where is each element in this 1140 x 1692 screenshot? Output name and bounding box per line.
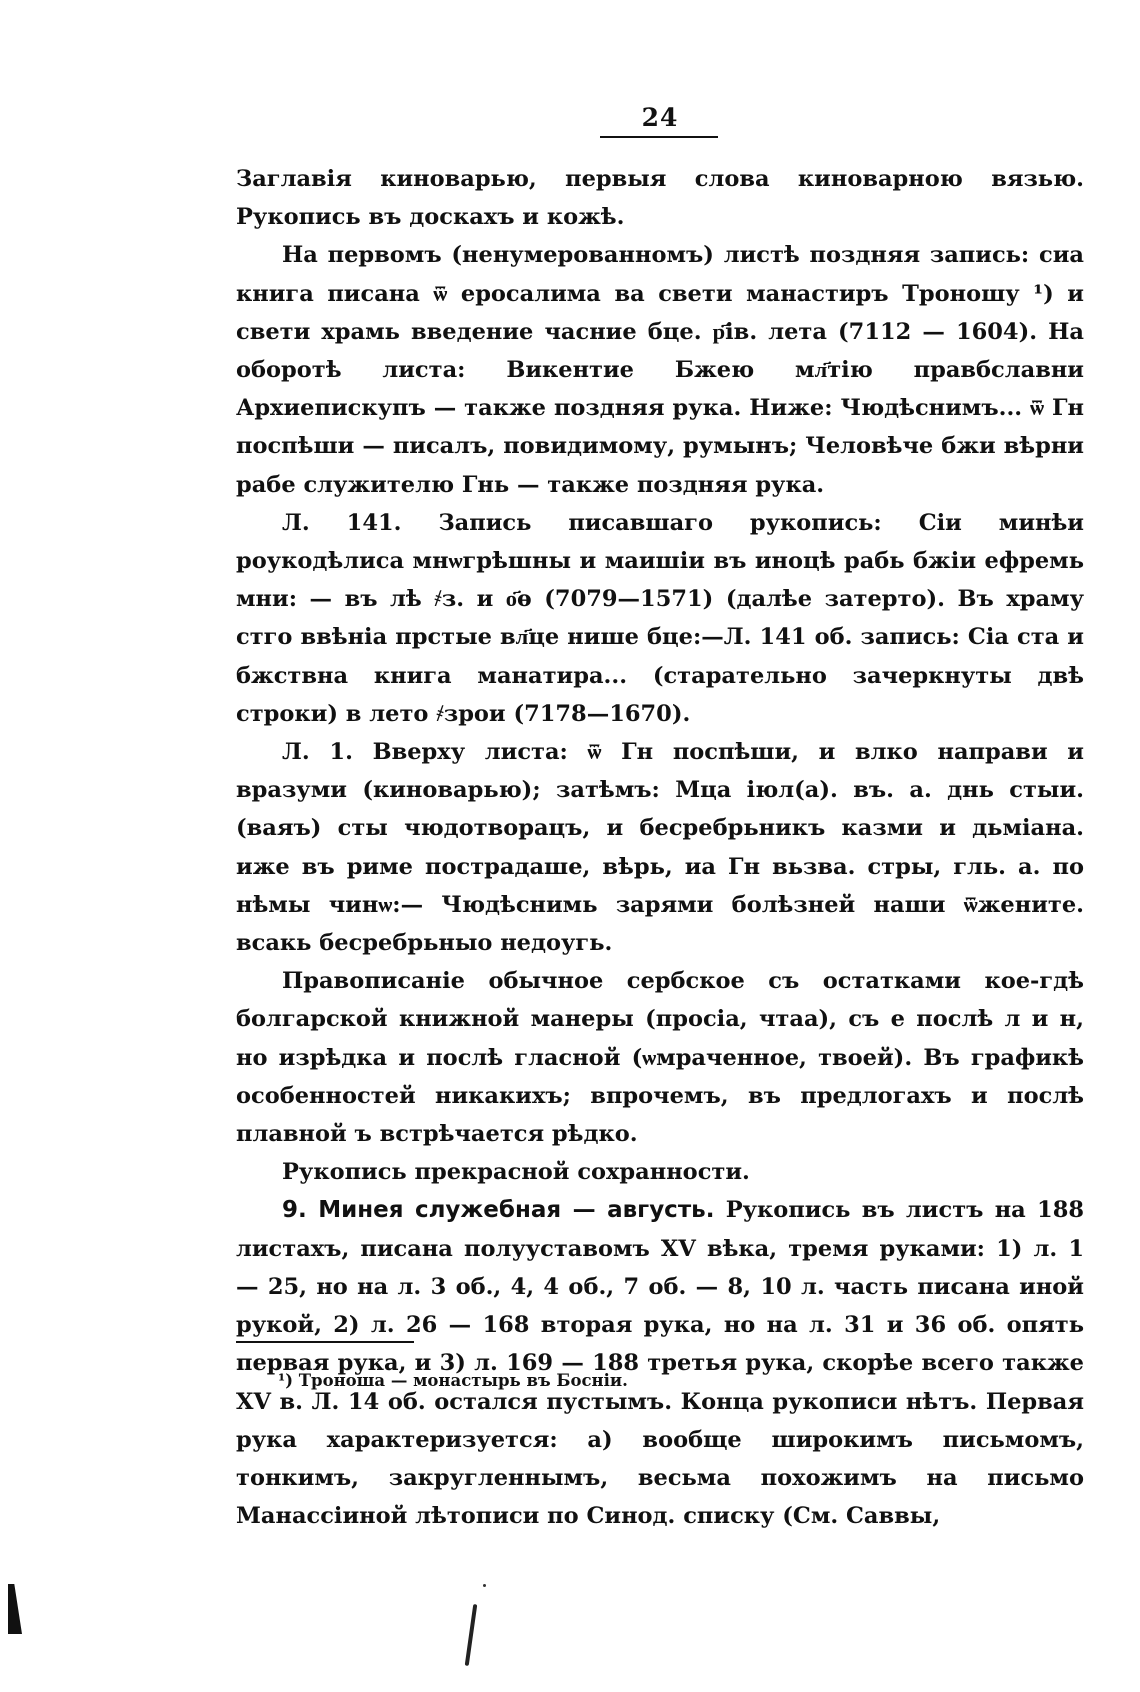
scan-artifact-dot — [483, 1584, 486, 1587]
entry-text: Рукопись въ листъ на 188 листахъ, писана полууставомъ XV вѣка, тремя руками: 1) л. 1 — 25, но на л. 3 об., 4, 4 об., 7 об. — 8, 10 л. часть писана иной рукой, 2) л. 26 — 168 вторая рука, но на л. 31 и 36 об. опять первая рука, и 3) л. 169 — 188 третья рука, скорѣе всего также XV в. Л. 14 об. остался пустымъ. Конца рукописи нѣтъ. Первая рука характеризуется: а) вообще широкимъ письмомъ, тонкимъ, закругленнымъ, весьма похожимъ на письмо Манассiиной лѣтописи по Синод. списку (См. Саввы, — [236, 1197, 1085, 1530]
page-number: 24 — [641, 103, 679, 132]
paragraph-6: Рукопись прекрасной сохранности. — [282, 1159, 750, 1186]
footnote: ¹) Троноша — монастырь въ Боснiи. — [278, 1371, 628, 1390]
paragraph-3: Л. 141. Запись писавшаго рукопись: Сiи минѣи роукодѣлиса мнѡгрѣшны и маишiи въ иноцѣ рабь бжiи ефремь мни: — въ лѣ ҂з. и о҃ѳ (7079—1571) (далѣе затерто). Въ храму стго ввѣнiа прстые вл҃це нише бце:—Л. 141 об. запись: Сiа ста и бжствна книга манатира... (старательно зачеркнуты двѣ строки) в лето ҂зрои (7178—1670). — [236, 509, 1084, 727]
entry-paragraph — [236, 1191, 1084, 1535]
scan-artifact-mark — [8, 1584, 22, 1634]
paragraph-2: На первомъ (ненумерованномъ) листѣ поздняя запись: сиа книга писана ѿ еросалима ва свети манастиръ Троношу ¹) и свети храмь введение часниe бцe. р҃ів. лета (7112 — 1604). На оборотѣ листа: Викентие Бжею мл҃тію правбславни Архиепискупъ — также поздняя рука. Ниже: Чюдѣснимъ... ѿ Гн поспѣши — писалъ, повидимому, румынъ; Человѣче бжи вѣрни рабе служителю Гнь — также поздняя рука. — [236, 242, 1084, 498]
paragraph-5: Правописаніе обычное сербское съ остатками кое-гдѣ болгарской книжной манеры (просiа, чтаа), съ е послѣ л и н, но изрѣдка и послѣ гласной (ѡмраченное, твоей). Въ графикѣ особенностей никакихъ; впрочемъ, въ предлогахъ и послѣ плавной ъ встрѣчается рѣдко. — [236, 968, 1084, 1148]
paragraph-4: Л. 1. Вверху листа: ѿ Гн поспѣши, и влко направи и вразуми (киноварью); затѣмъ: Мца iюл(а). въ. а. днь стыи. (ваяъ) сты чюдотворацъ, и бесребрьникъ казми и дьмiана. иже въ риме пострадаше, вѣрь, иа Гн вьзва. стры, гль. а. по нѣмы чинѡ:— Чюдѣснимь зарями болѣзней наши ѿжените. всакь бесребрьныо недоугь. — [236, 739, 1084, 957]
entry-heading: 9. Минея служебная — августь. — [282, 1197, 715, 1224]
paragraph-1: Заглавія киноварью, первыя слова киноварною вязью. Рукопись въ доскахъ и кожѣ. — [236, 166, 1084, 231]
footnote-rule — [236, 1341, 414, 1343]
page-number-rule — [600, 136, 718, 138]
scan-artifact-stroke — [465, 1604, 478, 1666]
body-text — [236, 160, 1084, 1535]
